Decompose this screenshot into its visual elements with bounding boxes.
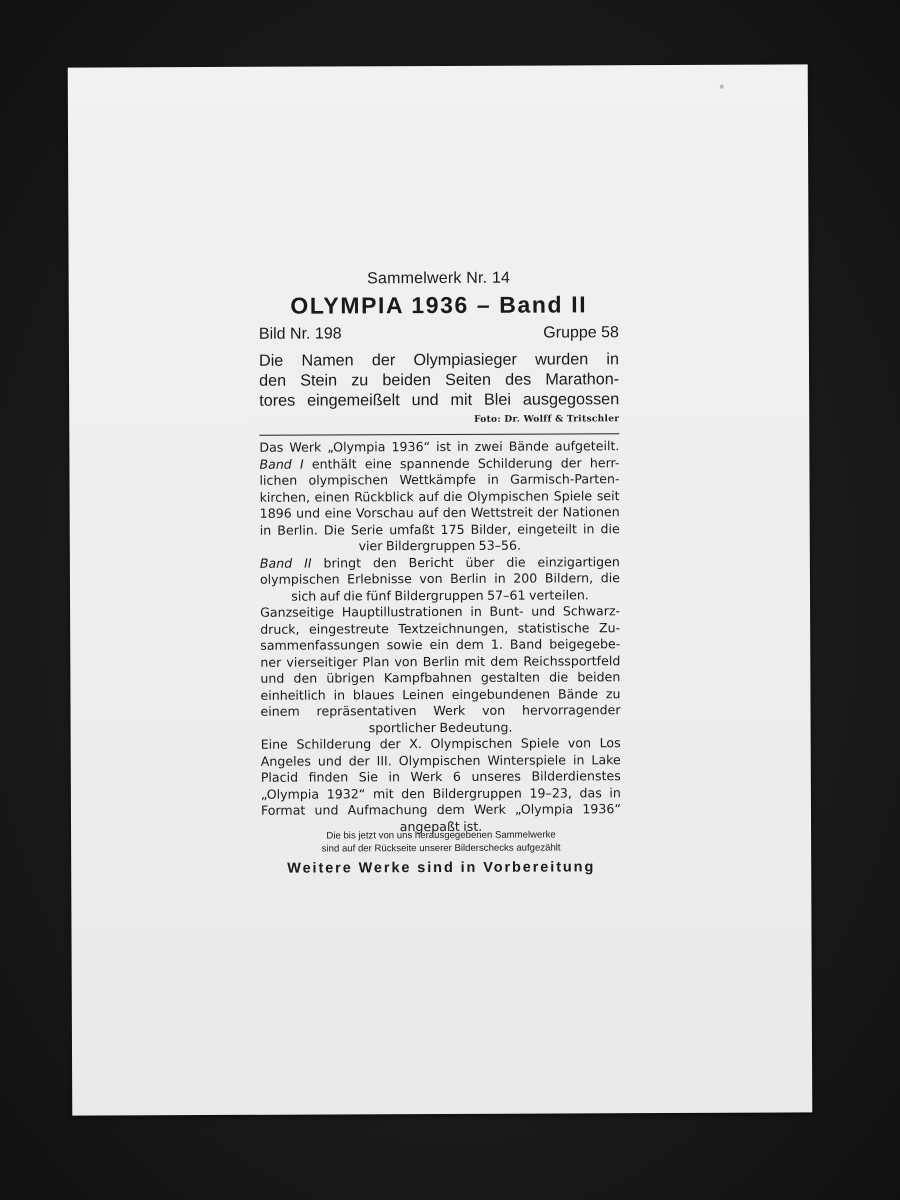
band-two-label: Band II [259,555,312,571]
body-line: in Berlin. Die Serie umfaßt 175 Bilder, eingeteilt in die [259,520,620,538]
body-line: Ganzseitige Hauptillustrationen in Bunt- und Schwarz- [260,603,621,620]
collector-card-back [68,64,813,1115]
note-line: sind auf der Rückseite unserer Bilderschecks aufgezählt [321,842,561,855]
picture-caption [259,349,619,411]
note-line: Die bis jetzt von uns herausgegebenen Sammelwerke [326,829,556,842]
body-text: enthält eine spannende Schilderung der herr- [303,454,620,472]
body-line: olympischen Erlebnisse von Berlin in 200 Bildern, die [259,570,620,587]
body-line [259,455,619,473]
body-line: und den übrigen Kampfbahnen gestalten die beiden [260,669,621,686]
body-line: sich auf die fünf Bildergruppen 57–61 verteilen. [291,586,589,604]
body-line: Das Werk „Olympia 1936“ ist in zwei Bände aufgeteilt. [259,438,620,455]
caption-line: den Stein zu beiden Seiten des Marathon- [259,370,620,390]
footer-announcement: Weitere Werke sind in Vorbereitung [287,859,596,877]
previous-works-note [261,828,621,856]
body-line: 1896 und eine Vorschau auf den Wettstreit der Nationen [259,504,620,521]
body-line: kirchen, einen Rückblick auf die Olympischen Spiele seit [259,487,620,505]
body-line: „Olympia 1932“ mit den Bildergruppen 19–23, das in [260,784,621,802]
body-line: lichen olympischen Wettkämpfe in Garmisch-Parten- [259,471,620,488]
divider-rule [259,433,619,436]
band-one-label: Band I [259,456,304,472]
body-line: Eine Schilderung der X. Olympischen Spiele von Los [260,735,621,752]
caption-line: Die Namen der Olympiasieger wurden in [258,350,620,370]
body-line: vier Bildergruppen 53–56. [358,537,522,554]
body-line: Angeles und der III. Olympischen Winterspiele in Lake [260,751,621,769]
body-line: sportlicher Bedeutung. [368,719,513,735]
body-line: druck, eingestreute Textzeichnungen, statistische Zu- [260,619,621,637]
body-line: ner vierseitiger Plan von Berlin mit dem Reichssportfeld [260,652,621,670]
paper-speck [720,85,724,89]
caption-line: tores eingemeißelt und mit Blei ausgegossen [259,390,620,410]
card-title: OLYMPIA 1936 – Band II [290,291,588,319]
body-line: einem repräsentativen Werk von hervorragender [260,702,621,719]
body-line: Format und Aufmachung dem Werk „Olympia 1936“ [260,801,621,818]
body-line: einheitlich in blaues Leinen eingebundenen Bände zu [260,685,621,703]
photo-credit: Foto: Dr. Wolff & Tritschler [474,414,620,425]
group-number: Gruppe 58 [543,324,619,342]
body-line: sammenfassungen sowie ein dem 1. Band beigegebe- [260,636,621,653]
body-line: angepaßt ist. [399,818,483,834]
body-line [260,554,620,572]
series-label: Sammelwerk Nr. 14 [367,269,511,288]
body-text: bringt den Bericht über die einzigartigen [311,553,620,571]
body-line: Placid finden Sie in Werk 6 unseres Bilderdienstes [260,768,621,785]
picture-number: Bild Nr. 198 [258,325,342,343]
description-text [259,438,621,836]
card-meta-row [259,324,619,344]
